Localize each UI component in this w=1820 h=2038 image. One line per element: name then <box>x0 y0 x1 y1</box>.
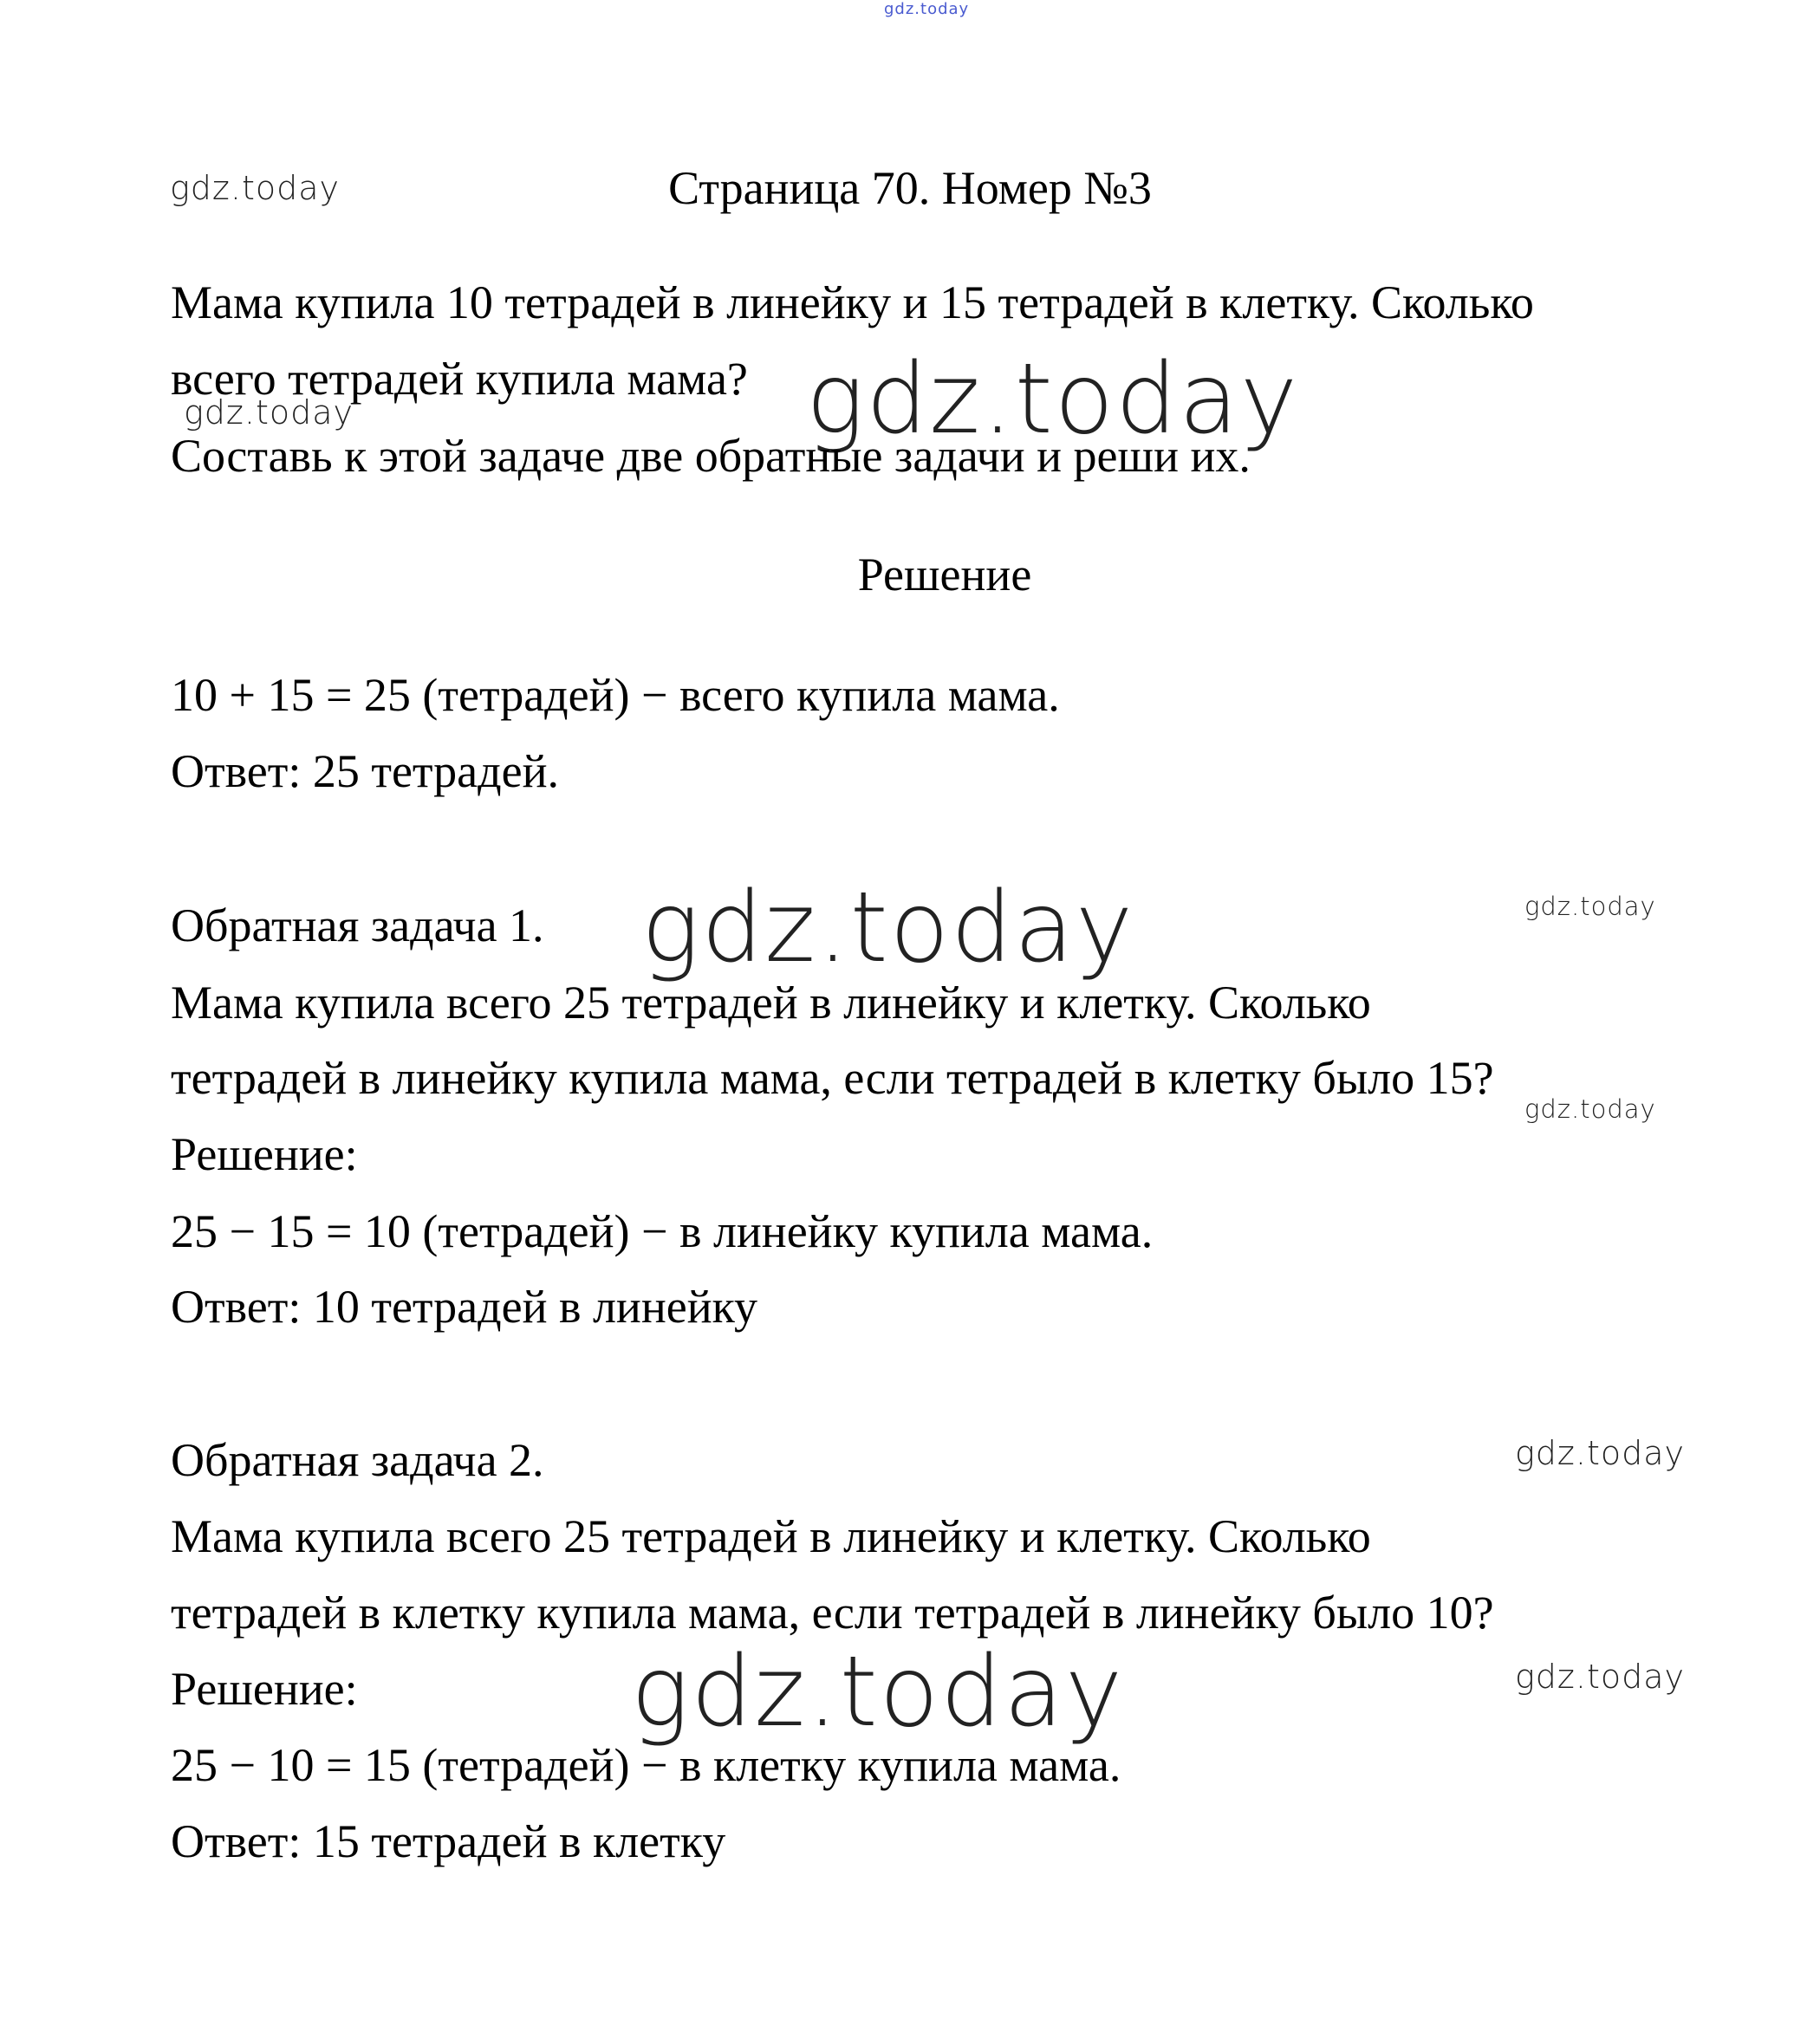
inverse1-equation: 25 − 15 = 10 (тетрадей) − в линейку купила мама. <box>171 1205 1154 1257</box>
inverse2-answer: Ответ: 15 тетрадей в клетку <box>171 1815 726 1867</box>
watermark-small-6: gdz.today <box>1515 1658 1685 1696</box>
inverse1-solution-label: Решение: <box>171 1128 358 1180</box>
inverse1-line-2: тетрадей в линейку купила мама, если тетрадей в клетку было 15? <box>171 1052 1494 1104</box>
inverse1-heading: Обратная задача 1. <box>171 899 544 951</box>
inverse1-answer: Ответ: 10 тетрадей в линейку <box>171 1281 758 1333</box>
watermark-large-3: gdz.today <box>631 1636 1125 1749</box>
watermark-small-2: gdz.today <box>184 393 354 432</box>
watermark-large-2: gdz.today <box>641 872 1135 984</box>
problem-line-3: Составь к этой задаче две обратные задачи и реши их. <box>171 430 1251 482</box>
watermark-large-1: gdz.today <box>806 343 1300 456</box>
problem-line-1: Мама купила 10 тетрадей в линейку и 15 тетрадей в клетку. Сколько <box>171 276 1534 328</box>
watermark-small-4: gdz.today <box>1524 1094 1656 1124</box>
inverse1-line-1: Мама купила всего 25 тетрадей в линейку и клетку. Сколько <box>171 977 1371 1029</box>
watermark-top: gdz.today <box>884 0 970 18</box>
solution-heading: Решение <box>857 548 1032 600</box>
problem-line-2: всего тетрадей купила мама? <box>171 353 748 405</box>
inverse2-equation: 25 − 10 = 15 (тетрадей) − в клетку купила мама. <box>171 1739 1121 1791</box>
inverse2-line-1: Мама купила всего 25 тетрадей в линейку и клетку. Сколько <box>171 1510 1371 1562</box>
solution-equation: 10 + 15 = 25 (тетрадей) − всего купила мама. <box>171 669 1060 721</box>
watermark-small-3: gdz.today <box>1524 892 1656 921</box>
inverse2-line-2: тетрадей в клетку купила мама, если тетрадей в линейку было 10? <box>171 1587 1494 1639</box>
watermark-small-5: gdz.today <box>1515 1434 1685 1472</box>
watermark-header: gdz.today <box>170 169 340 207</box>
inverse2-solution-label: Решение: <box>171 1663 358 1715</box>
solution-answer: Ответ: 25 тетрадей. <box>171 745 559 797</box>
inverse2-heading: Обратная задача 2. <box>171 1434 544 1486</box>
page-title: Страница 70. Номер №3 <box>668 162 1152 214</box>
